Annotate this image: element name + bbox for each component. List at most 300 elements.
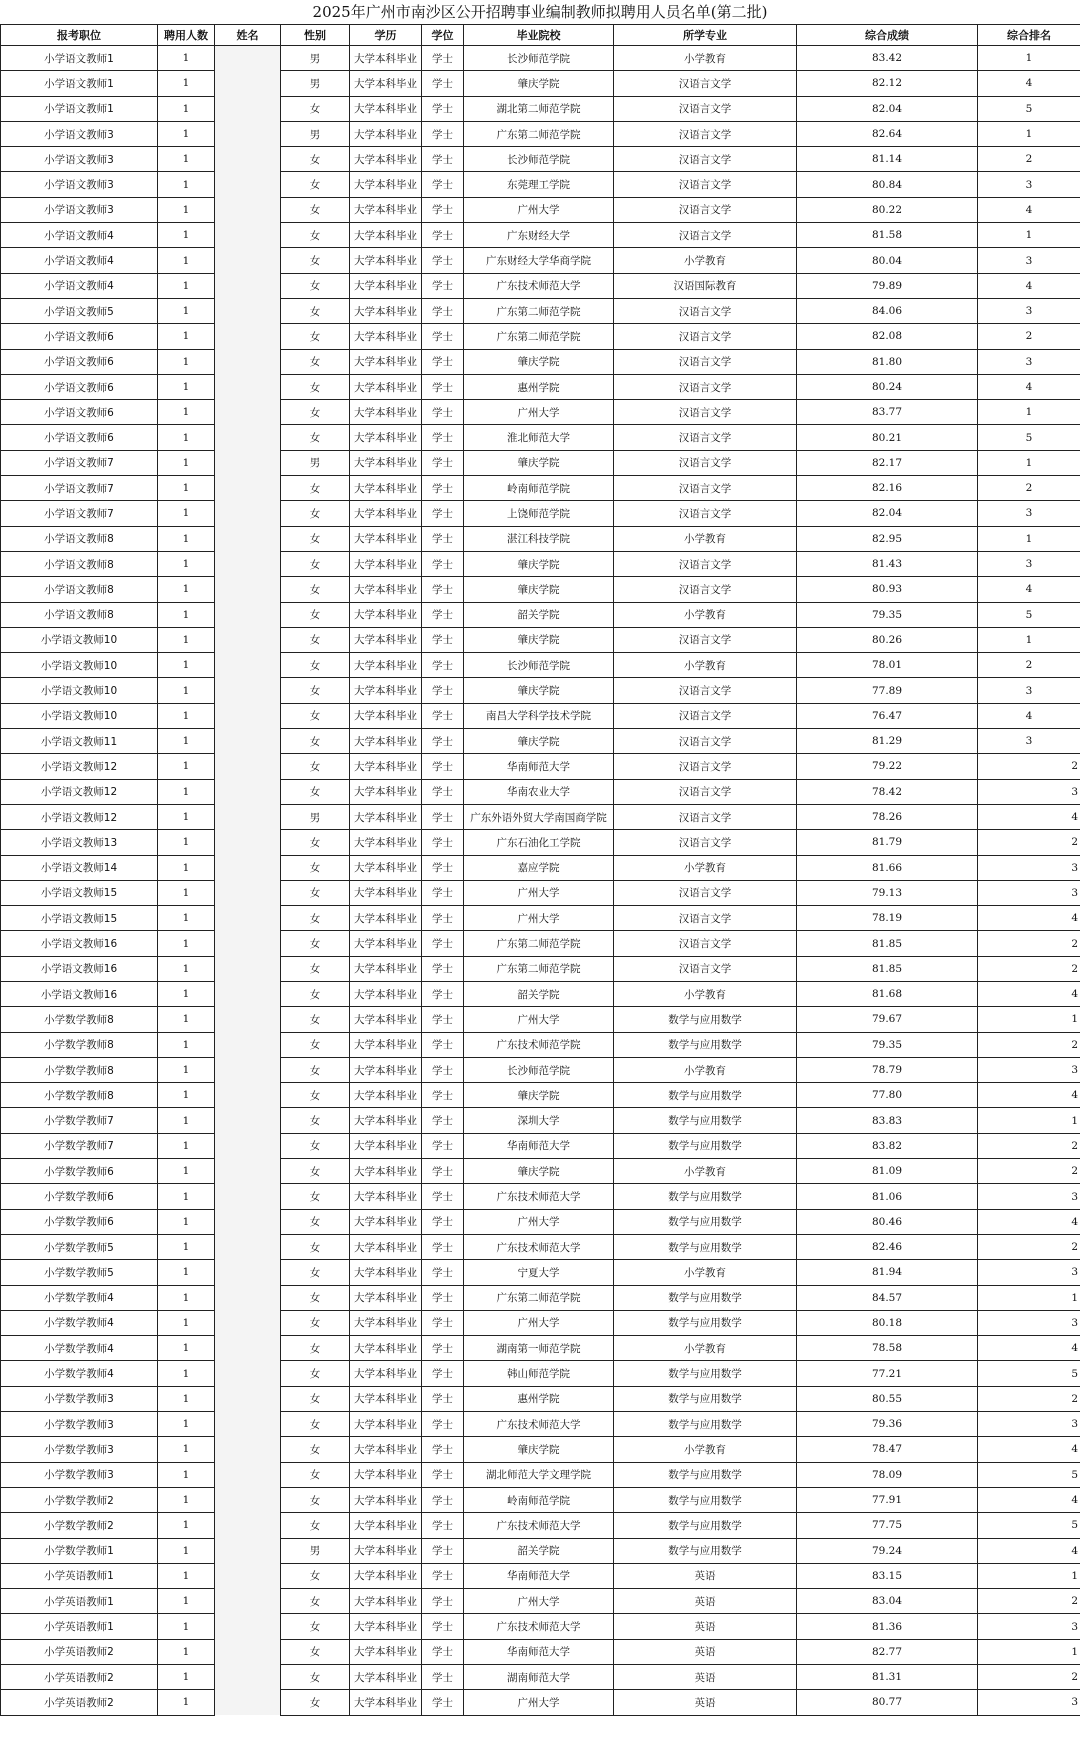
name-cell [215,1690,281,1715]
education-cell: 大学本科毕业 [350,653,422,678]
name-cell [215,1184,281,1209]
score-cell: 80.22 [797,197,978,222]
rank-cell: 3 [978,678,1080,703]
gender-cell: 女 [281,779,350,804]
degree-cell: 学士 [422,1412,464,1437]
gender-cell: 女 [281,248,350,273]
table-row [1,223,1080,248]
school-cell: 韩山师范学院 [464,1361,614,1386]
score-cell: 81.68 [797,981,978,1006]
major-cell: 汉语言文学 [614,450,797,475]
rank-cell: 4 [978,906,1080,931]
education-cell: 大学本科毕业 [350,1386,422,1411]
degree-cell: 学士 [422,551,464,576]
col-header-hire-count: 聘用人数 [158,25,215,46]
col-header-degree: 学位 [422,25,464,46]
name-cell [215,1437,281,1462]
name-cell [215,476,281,501]
table-row [1,602,1080,627]
table-row [1,476,1080,501]
education-cell: 大学本科毕业 [350,1083,422,1108]
score-cell: 77.21 [797,1361,978,1386]
rank-cell: 2 [978,1589,1080,1614]
table-row [1,1108,1080,1133]
education-cell: 大学本科毕业 [350,956,422,981]
gender-cell: 女 [281,501,350,526]
name-cell [215,956,281,981]
table-row [1,855,1080,880]
name-cell [215,349,281,374]
hire-count-cell: 1 [158,653,215,678]
gender-cell: 女 [281,1057,350,1082]
name-cell [215,1665,281,1690]
table-row [1,981,1080,1006]
major-cell: 小学教育 [614,981,797,1006]
position-cell: 小学英语教师1 [1,1614,158,1639]
position-cell: 小学数学教师4 [1,1310,158,1335]
education-cell: 大学本科毕业 [350,1032,422,1057]
position-cell: 小学语文教师1 [1,46,158,71]
hire-count-cell: 1 [158,956,215,981]
major-cell: 数学与应用数学 [614,1487,797,1512]
score-cell: 83.77 [797,400,978,425]
table-row [1,1614,1080,1639]
score-cell: 81.80 [797,349,978,374]
name-cell [215,298,281,323]
rank-cell: 1 [978,121,1080,146]
gender-cell: 女 [281,855,350,880]
hire-count-cell: 1 [158,1487,215,1512]
hire-count-cell: 1 [158,754,215,779]
major-cell: 小学教育 [614,1057,797,1082]
gender-cell: 女 [281,678,350,703]
name-cell [215,450,281,475]
gender-cell: 女 [281,1336,350,1361]
gender-cell: 女 [281,551,350,576]
school-cell: 肇庆学院 [464,551,614,576]
degree-cell: 学士 [422,653,464,678]
education-cell: 大学本科毕业 [350,298,422,323]
education-cell: 大学本科毕业 [350,1589,422,1614]
hire-count-cell: 1 [158,729,215,754]
hire-count-cell: 1 [158,349,215,374]
name-cell [215,172,281,197]
gender-cell: 女 [281,1108,350,1133]
position-cell: 小学语文教师3 [1,147,158,172]
hire-count-cell: 1 [158,1589,215,1614]
major-cell: 小学教育 [614,653,797,678]
school-cell: 肇庆学院 [464,1159,614,1184]
name-cell [215,551,281,576]
degree-cell: 学士 [422,374,464,399]
rank-cell: 3 [978,501,1080,526]
school-cell: 华南师范大学 [464,754,614,779]
score-cell: 81.29 [797,729,978,754]
name-cell [215,1614,281,1639]
score-cell: 79.24 [797,1538,978,1563]
position-cell: 小学数学教师3 [1,1437,158,1462]
score-cell: 78.47 [797,1437,978,1462]
major-cell: 英语 [614,1639,797,1664]
table-row [1,1412,1080,1437]
degree-cell: 学士 [422,450,464,475]
hire-count-cell: 1 [158,1184,215,1209]
education-cell: 大学本科毕业 [350,1007,422,1032]
name-cell [215,1032,281,1057]
major-cell: 数学与应用数学 [614,1209,797,1234]
position-cell: 小学语文教师16 [1,981,158,1006]
gender-cell: 女 [281,526,350,551]
position-cell: 小学数学教师6 [1,1184,158,1209]
school-cell: 广州大学 [464,1007,614,1032]
degree-cell: 学士 [422,855,464,880]
degree-cell: 学士 [422,172,464,197]
name-cell [215,855,281,880]
education-cell: 大学本科毕业 [350,1563,422,1588]
major-cell: 小学教育 [614,855,797,880]
degree-cell: 学士 [422,1285,464,1310]
table-row [1,1057,1080,1082]
table-row [1,931,1080,956]
school-cell: 岭南师范学院 [464,1487,614,1512]
major-cell: 数学与应用数学 [614,1032,797,1057]
position-cell: 小学语文教师6 [1,349,158,374]
name-cell [215,1260,281,1285]
major-cell: 小学教育 [614,602,797,627]
rank-cell: 2 [978,653,1080,678]
name-cell [215,197,281,222]
gender-cell: 女 [281,1386,350,1411]
rank-cell: 4 [978,577,1080,602]
position-cell: 小学语文教师10 [1,678,158,703]
hire-count-cell: 1 [158,1513,215,1538]
score-cell: 77.80 [797,1083,978,1108]
position-cell: 小学语文教师12 [1,779,158,804]
education-cell: 大学本科毕业 [350,1209,422,1234]
hire-count-cell: 1 [158,273,215,298]
education-cell: 大学本科毕业 [350,46,422,71]
school-cell: 肇庆学院 [464,1083,614,1108]
name-cell [215,880,281,905]
major-cell: 英语 [614,1563,797,1588]
rank-cell: 4 [978,703,1080,728]
score-cell: 81.94 [797,1260,978,1285]
education-cell: 大学本科毕业 [350,678,422,703]
gender-cell: 女 [281,1690,350,1715]
hire-count-cell: 1 [158,1234,215,1259]
position-cell: 小学数学教师4 [1,1336,158,1361]
table-header-row [1,25,1080,46]
table-row [1,627,1080,652]
hire-count-cell: 1 [158,1083,215,1108]
rank-cell: 3 [978,855,1080,880]
position-cell: 小学数学教师7 [1,1108,158,1133]
table-row [1,729,1080,754]
degree-cell: 学士 [422,1159,464,1184]
gender-cell: 女 [281,1159,350,1184]
rank-cell: 3 [978,172,1080,197]
education-cell: 大学本科毕业 [350,577,422,602]
position-cell: 小学语文教师3 [1,172,158,197]
name-cell [215,374,281,399]
major-cell: 汉语言文学 [614,400,797,425]
position-cell: 小学数学教师8 [1,1083,158,1108]
gender-cell: 女 [281,1285,350,1310]
hire-count-cell: 1 [158,1690,215,1715]
score-cell: 79.35 [797,1032,978,1057]
gender-cell: 女 [281,1032,350,1057]
hire-count-cell: 1 [158,1108,215,1133]
position-cell: 小学语文教师1 [1,96,158,121]
school-cell: 南昌大学科学技术学院 [464,703,614,728]
name-cell [215,1285,281,1310]
education-cell: 大学本科毕业 [350,96,422,121]
hire-count-cell: 1 [158,1159,215,1184]
education-cell: 大学本科毕业 [350,1133,422,1158]
degree-cell: 学士 [422,1336,464,1361]
position-cell: 小学语文教师13 [1,830,158,855]
position-cell: 小学语文教师7 [1,501,158,526]
hire-count-cell: 1 [158,197,215,222]
name-cell [215,830,281,855]
hire-count-cell: 1 [158,1639,215,1664]
score-cell: 80.24 [797,374,978,399]
major-cell: 汉语言文学 [614,349,797,374]
rank-cell: 5 [978,1513,1080,1538]
degree-cell: 学士 [422,476,464,501]
position-cell: 小学语文教师11 [1,729,158,754]
hire-count-cell: 1 [158,1665,215,1690]
school-cell: 华南师范大学 [464,1639,614,1664]
score-cell: 81.85 [797,931,978,956]
rank-cell: 3 [978,1184,1080,1209]
school-cell: 肇庆学院 [464,349,614,374]
education-cell: 大学本科毕业 [350,1310,422,1335]
degree-cell: 学士 [422,1563,464,1588]
degree-cell: 学士 [422,46,464,71]
table-row [1,1260,1080,1285]
major-cell: 汉语言文学 [614,324,797,349]
education-cell: 大学本科毕业 [350,804,422,829]
degree-cell: 学士 [422,981,464,1006]
position-cell: 小学语文教师10 [1,627,158,652]
hire-count-cell: 1 [158,223,215,248]
position-cell: 小学语文教师8 [1,526,158,551]
gender-cell: 女 [281,653,350,678]
major-cell: 英语 [614,1589,797,1614]
degree-cell: 学士 [422,1260,464,1285]
position-cell: 小学语文教师15 [1,880,158,905]
hire-count-cell: 1 [158,1285,215,1310]
school-cell: 广东技术师范大学 [464,1184,614,1209]
education-cell: 大学本科毕业 [350,627,422,652]
major-cell: 汉语言文学 [614,96,797,121]
col-header-major: 所学专业 [614,25,797,46]
position-cell: 小学数学教师8 [1,1057,158,1082]
score-cell: 79.36 [797,1412,978,1437]
gender-cell: 女 [281,1133,350,1158]
position-cell: 小学英语教师2 [1,1665,158,1690]
name-cell [215,577,281,602]
school-cell: 湖南第一师范学院 [464,1336,614,1361]
position-cell: 小学数学教师3 [1,1412,158,1437]
name-cell [215,1057,281,1082]
degree-cell: 学士 [422,1386,464,1411]
gender-cell: 女 [281,602,350,627]
hire-count-cell: 1 [158,450,215,475]
education-cell: 大学本科毕业 [350,172,422,197]
school-cell: 广州大学 [464,1589,614,1614]
major-cell: 汉语言文学 [614,906,797,931]
gender-cell: 女 [281,197,350,222]
school-cell: 广东技术师范大学 [464,273,614,298]
name-cell [215,248,281,273]
score-cell: 82.46 [797,1234,978,1259]
table-body [1,46,1080,1716]
score-cell: 80.18 [797,1310,978,1335]
score-cell: 79.67 [797,1007,978,1032]
rank-cell: 2 [978,754,1080,779]
school-cell: 广东石油化工学院 [464,830,614,855]
education-cell: 大学本科毕业 [350,1487,422,1512]
degree-cell: 学士 [422,1487,464,1512]
table-row [1,1159,1080,1184]
rank-cell: 4 [978,1083,1080,1108]
position-cell: 小学语文教师15 [1,906,158,931]
position-cell: 小学语文教师6 [1,400,158,425]
hire-count-cell: 1 [158,1437,215,1462]
name-cell [215,1487,281,1512]
degree-cell: 学士 [422,1614,464,1639]
name-cell [215,906,281,931]
rank-cell: 3 [978,551,1080,576]
education-cell: 大学本科毕业 [350,197,422,222]
degree-cell: 学士 [422,147,464,172]
degree-cell: 学士 [422,1462,464,1487]
score-cell: 84.06 [797,298,978,323]
name-cell [215,804,281,829]
major-cell: 数学与应用数学 [614,1133,797,1158]
education-cell: 大学本科毕业 [350,830,422,855]
gender-cell: 女 [281,627,350,652]
degree-cell: 学士 [422,1437,464,1462]
score-cell: 78.42 [797,779,978,804]
hire-count-cell: 1 [158,577,215,602]
rank-cell: 3 [978,1412,1080,1437]
score-cell: 80.21 [797,425,978,450]
score-cell: 76.47 [797,703,978,728]
rank-cell: 1 [978,1007,1080,1032]
major-cell: 汉语言文学 [614,703,797,728]
table-row [1,1462,1080,1487]
degree-cell: 学士 [422,1057,464,1082]
gender-cell: 女 [281,223,350,248]
school-cell: 肇庆学院 [464,1437,614,1462]
name-cell [215,273,281,298]
major-cell: 小学教育 [614,248,797,273]
table-row [1,273,1080,298]
school-cell: 广州大学 [464,1690,614,1715]
education-cell: 大学本科毕业 [350,1513,422,1538]
table-row [1,121,1080,146]
education-cell: 大学本科毕业 [350,1665,422,1690]
degree-cell: 学士 [422,324,464,349]
rank-cell: 2 [978,476,1080,501]
table-row [1,1032,1080,1057]
school-cell: 宁夏大学 [464,1260,614,1285]
hire-count-cell: 1 [158,551,215,576]
major-cell: 小学教育 [614,1437,797,1462]
rank-cell: 4 [978,1437,1080,1462]
hire-count-cell: 1 [158,1386,215,1411]
major-cell: 汉语言文学 [614,476,797,501]
gender-cell: 女 [281,298,350,323]
position-cell: 小学语文教师7 [1,476,158,501]
name-cell [215,71,281,96]
gender-cell: 男 [281,1538,350,1563]
score-cell: 77.75 [797,1513,978,1538]
school-cell: 淮北师范大学 [464,425,614,450]
education-cell: 大学本科毕业 [350,906,422,931]
name-cell [215,1336,281,1361]
name-cell [215,526,281,551]
major-cell: 汉语言文学 [614,71,797,96]
score-cell: 81.09 [797,1159,978,1184]
major-cell: 数学与应用数学 [614,1083,797,1108]
score-cell: 78.09 [797,1462,978,1487]
score-cell: 80.26 [797,627,978,652]
education-cell: 大学本科毕业 [350,400,422,425]
table-row [1,324,1080,349]
school-cell: 肇庆学院 [464,450,614,475]
rank-cell: 3 [978,1310,1080,1335]
score-cell: 80.04 [797,248,978,273]
rank-cell: 5 [978,1361,1080,1386]
gender-cell: 女 [281,349,350,374]
gender-cell: 女 [281,1437,350,1462]
school-cell: 韶关学院 [464,602,614,627]
major-cell: 小学教育 [614,1260,797,1285]
education-cell: 大学本科毕业 [350,1614,422,1639]
degree-cell: 学士 [422,678,464,703]
education-cell: 大学本科毕业 [350,1412,422,1437]
table-row [1,1487,1080,1512]
score-cell: 81.36 [797,1614,978,1639]
col-header-score: 综合成绩 [797,25,978,46]
education-cell: 大学本科毕业 [350,1260,422,1285]
school-cell: 广东技术师范学院 [464,1032,614,1057]
score-cell: 78.19 [797,906,978,931]
rank-cell: 1 [978,627,1080,652]
major-cell: 英语 [614,1690,797,1715]
rank-cell: 4 [978,804,1080,829]
major-cell: 汉语言文学 [614,551,797,576]
name-cell [215,1234,281,1259]
hire-count-cell: 1 [158,121,215,146]
name-cell [215,1310,281,1335]
score-cell: 83.15 [797,1563,978,1588]
gender-cell: 女 [281,1083,350,1108]
degree-cell: 学士 [422,1310,464,1335]
gender-cell: 女 [281,956,350,981]
school-cell: 惠州学院 [464,374,614,399]
name-cell [215,754,281,779]
position-cell: 小学数学教师8 [1,1007,158,1032]
major-cell: 汉语言文学 [614,880,797,905]
name-cell [215,1412,281,1437]
hire-count-cell: 1 [158,678,215,703]
table-row [1,956,1080,981]
